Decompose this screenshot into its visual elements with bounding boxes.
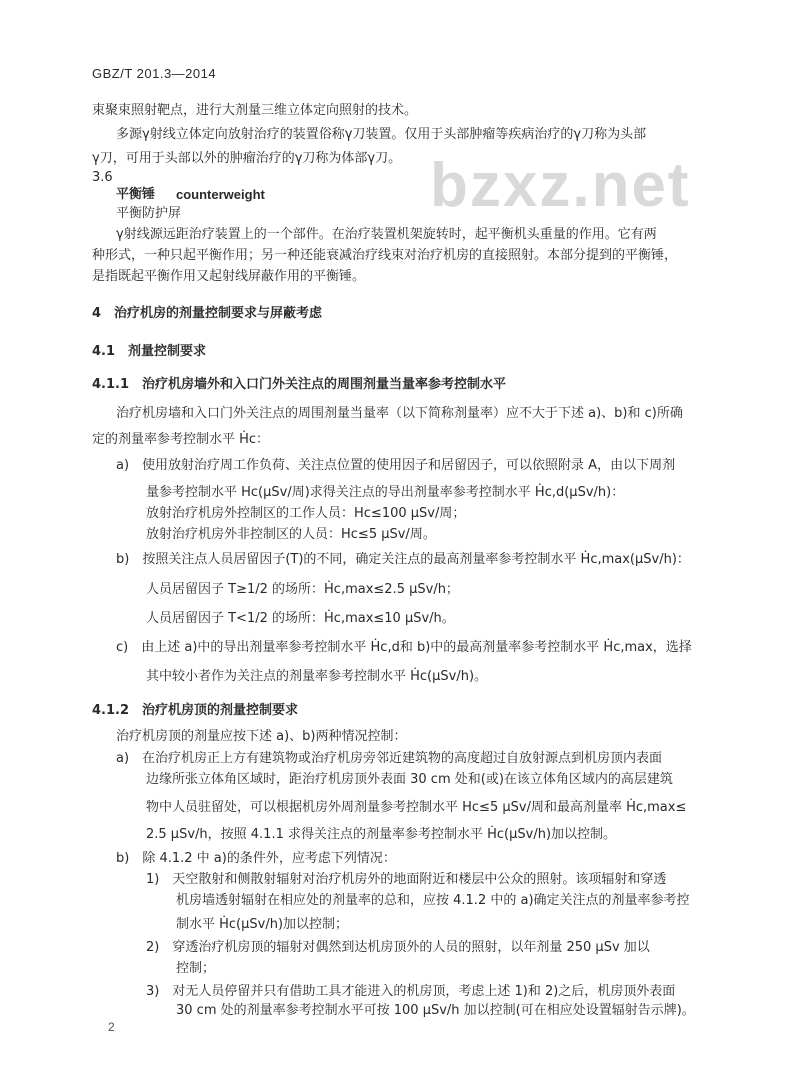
term-english: counterweight [176, 187, 265, 202]
list-item-line: 放射治疗机房外控制区的工作人员：Hc≤100 μSv/周； [146, 506, 466, 521]
text-line: 种形式，一种只起平衡作用；另一种还能衰减治疗线束对治疗机房的直接照射。本部分提到的平衡锤， [92, 248, 678, 263]
sub-list-item-line: 控制； [176, 961, 216, 976]
text-line: γ射线源远距治疗装置上的一个部件。在治疗装置机架旋转时，起平衡机头重量的作用。它有两 [116, 227, 657, 242]
list-item: a) 在治疗机房正上方有建筑物或治疗机房旁邻近建筑物的高度超过自放射源点到机房顶内表面 [116, 751, 663, 766]
list-item-line: 边缘所张立体角区域时，距治疗机房顶外表面 30 cm 处和(或)在该立体角区域内的高层建筑 [146, 772, 673, 787]
watermark-text: bzxz.net [430, 151, 691, 220]
list-item-line: 量参考控制水平 Hc(μSv/周)求得关注点的导出剂量率参考控制水平 Ḣc,d(μSv/h)： [146, 485, 625, 500]
clause-number: 3.6 [92, 170, 113, 185]
section-heading: 4.1.2 治疗机房顶的剂量控制要求 [92, 703, 299, 718]
text-line: 定的剂量率参考控制水平 Ḣc： [92, 432, 270, 447]
list-item: a) 使用放射治疗周工作负荷、关注点位置的使用因子和居留因子，可以依照附录 A，由以下周剂 [116, 458, 676, 473]
list-item-line: 人员居留因子 T<1/2 的场所：Ḣc,max≤10 μSv/h。 [146, 611, 455, 626]
term-chinese: 平衡锤 [116, 187, 156, 202]
list-item-line: 放射治疗机房外非控制区的人员：Hc≤5 μSv/周。 [146, 527, 436, 542]
section-heading: 4 治疗机房的剂量控制要求与屏蔽考虑 [92, 306, 323, 321]
sub-list-item: 1) 天空散射和侧散射辐射对治疗机房外的地面附近和楼层中公众的照射。该项辐射和穿透 [146, 872, 667, 887]
sub-list-item-line: 机房墙透射辐射在相应处的剂量率的总和，应按 4.1.2 中的 a)确定关注点的剂量率参考控 [176, 893, 690, 908]
text-line: γ刀，可用于头部以外的肿瘤治疗的γ刀称为体部γ刀。 [92, 151, 402, 166]
term-synonym: 平衡防护屏 [116, 206, 182, 221]
text-line: 多源γ射线立体定向放射治疗的装置俗称γ刀装置。仅用于头部肿瘤等疾病治疗的γ刀称为头部 [116, 127, 647, 142]
sub-list-item-line: 制水平 Ḣc(μSv/h)加以控制； [176, 917, 349, 932]
list-item: b) 除 4.1.2 中 a)的条件外，应考虑下列情况： [116, 851, 396, 866]
text-line: 是指既起平衡作用又起射线屏蔽作用的平衡锤。 [92, 269, 366, 284]
list-item-line: 2.5 μSv/h，按照 4.1.1 求得关注点的剂量率参考控制水平 Ḣc(μSv/h)加以控制。 [146, 827, 617, 842]
sub-list-item: 3) 对无人员停留并只有借助工具才能进入的机房顶，考虑上述 1)和 2)之后，机房顶外表面 [146, 984, 676, 999]
sub-list-item-line: 30 cm 处的剂量率参考控制水平可按 100 μSv/h 加以控制(可在相应处设置辐射告示牌)。 [176, 1003, 695, 1018]
sub-list-item: 2) 穿透治疗机房顶的辐射对偶然到达机房顶外的人员的照射，以年剂量 250 μSv 加以 [146, 940, 650, 955]
text-line: 束聚束照射靶点，进行大剂量三维立体定向照射的技术。 [92, 103, 418, 118]
list-item-line: 人员居留因子 T≥1/2 的场所：Ḣc,max≤2.5 μSv/h； [146, 582, 459, 597]
text-line: 治疗机房墙和入口门外关注点的周围剂量当量率（以下简称剂量率）应不大于下述 a)、b)和 c)所确 [116, 406, 683, 421]
list-item-line: 物中人员驻留处，可以根据机房外周剂量参考控制水平 Hc≤5 μSv/周和最高剂量率 Ḣc,max≤ [146, 800, 687, 815]
list-item: c) 由上述 a)中的导出剂量率参考控制水平 Ḣc,d和 b)中的最高剂量率参考控制水平 Ḣc,max，选择 [116, 640, 692, 655]
page-number: 2 [108, 1020, 115, 1034]
doc-header-id: GBZ/T 201.3—2014 [92, 66, 217, 81]
list-item-line: 其中较小者作为关注点的剂量率参考控制水平 Ḣc(μSv/h)。 [146, 669, 488, 684]
text-line: 治疗机房顶的剂量应按下述 a)、b)两种情况控制： [116, 729, 407, 744]
section-heading: 4.1.1 治疗机房墙外和入口门外关注点的周围剂量当量率参考控制水平 [92, 377, 507, 392]
list-item: b) 按照关注点人员居留因子(T)的不同，确定关注点的最高剂量率参考控制水平 Ḣc,max(μSv/h)： [116, 552, 690, 567]
section-heading: 4.1 剂量控制要求 [92, 344, 207, 359]
